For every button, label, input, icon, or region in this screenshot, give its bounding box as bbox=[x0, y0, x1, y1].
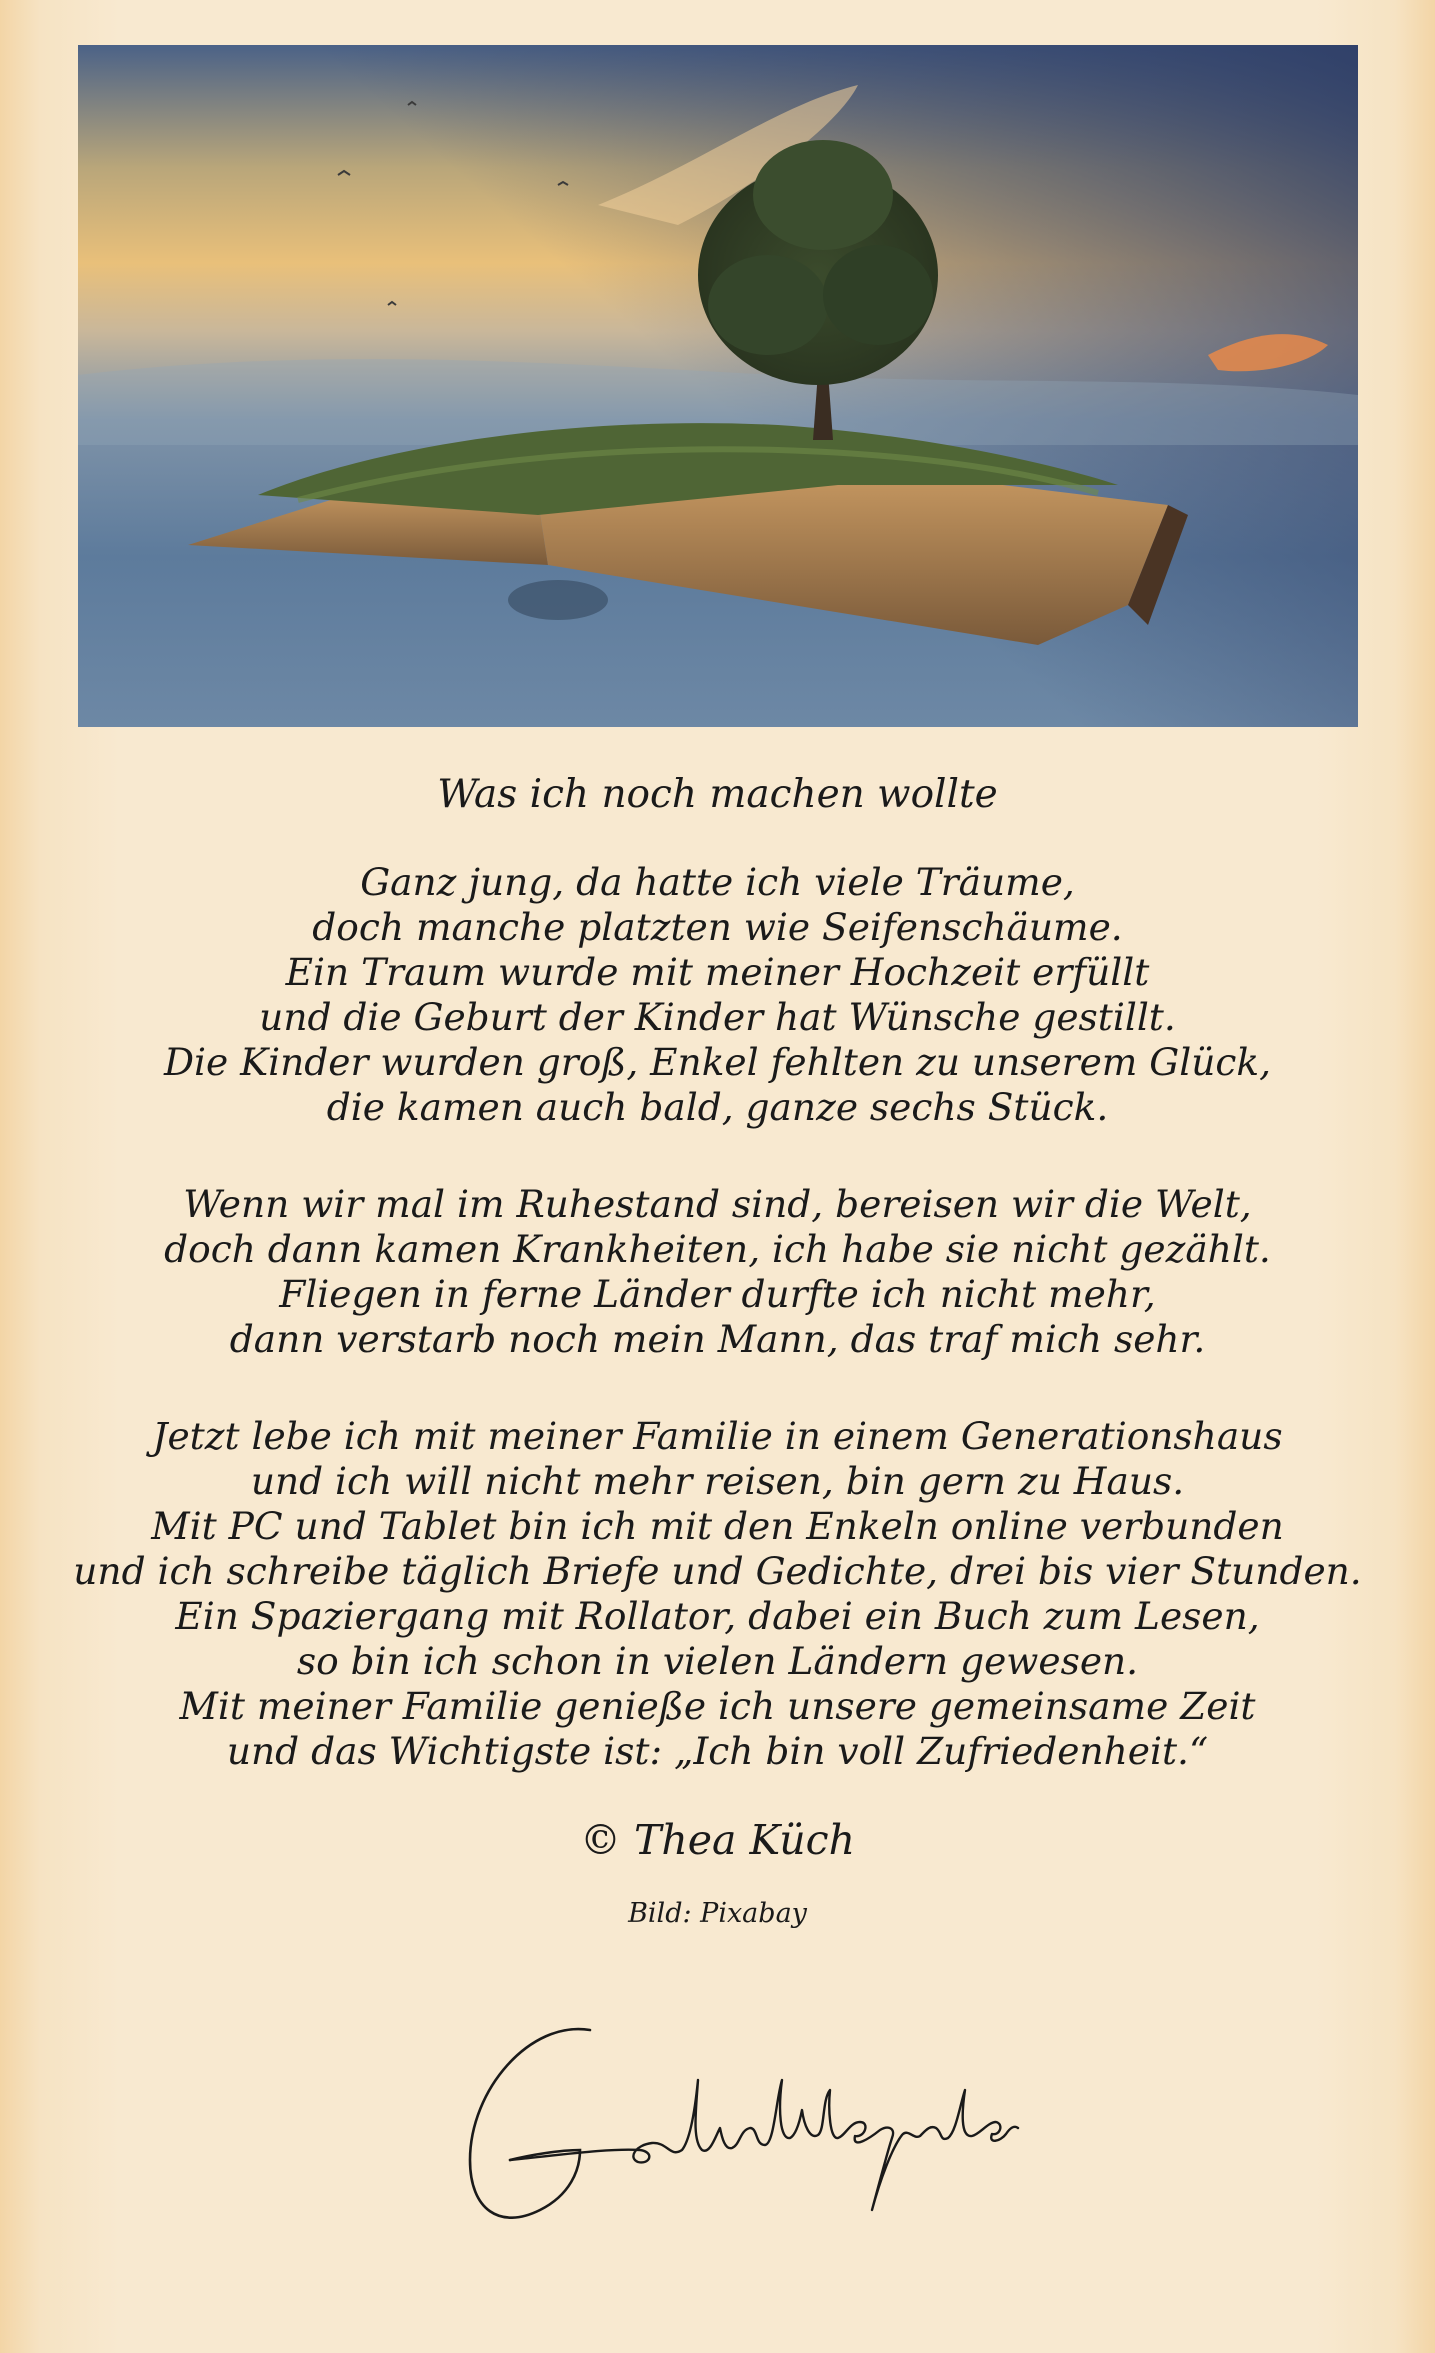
poem-line: so bin ich schon in vielen Ländern gewesen. bbox=[296, 1639, 1139, 1683]
poem-line: dann verstarb noch mein Mann, das traf mich sehr. bbox=[229, 1317, 1206, 1361]
signature-graphic bbox=[440, 2010, 1020, 2260]
poem-line: und die Geburt der Kinder hat Wünsche gestillt. bbox=[259, 995, 1176, 1039]
poem-line: Ein Spaziergang mit Rollator, dabei ein Buch zum Lesen, bbox=[175, 1594, 1260, 1638]
poem-line: Fliegen in ferne Länder durfte ich nicht mehr, bbox=[279, 1272, 1156, 1316]
poem-title: Was ich noch machen wollte bbox=[437, 772, 998, 817]
stanza-1 bbox=[40, 860, 1395, 1130]
poem-line: und ich schreibe täglich Briefe und Gedichte, drei bis vier Stunden. bbox=[73, 1549, 1362, 1593]
poem-line: doch dann kamen Krankheiten, ich habe sie nicht gezählt. bbox=[164, 1227, 1271, 1271]
poem-line: Die Kinder wurden groß, Enkel fehlten zu unserem Glück, bbox=[163, 1040, 1272, 1084]
stanza-2 bbox=[40, 1182, 1395, 1362]
poem-line: Ein Traum wurde mit meiner Hochzeit erfüllt bbox=[285, 950, 1150, 994]
poem-line: Wenn wir mal im Ruhestand sind, bereisen wir die Welt, bbox=[183, 1182, 1252, 1226]
poem-line: Jetzt lebe ich mit meiner Familie in einem Generationshaus bbox=[152, 1414, 1283, 1458]
book-tree-illustration bbox=[78, 45, 1358, 727]
stanza-3 bbox=[40, 1414, 1395, 1774]
signature-logo bbox=[440, 2010, 1020, 2260]
poem-line: Ganz jung, da hatte ich viele Träume, bbox=[360, 860, 1075, 904]
poem-line: doch manche platzten wie Seifenschäume. bbox=[312, 905, 1123, 949]
poem-line: und ich will nicht mehr reisen, bin gern zu Haus. bbox=[250, 1459, 1185, 1503]
hero-image bbox=[78, 45, 1358, 727]
poem-line: Mit meiner Familie genieße ich unsere gemeinsame Zeit bbox=[179, 1684, 1256, 1728]
poem bbox=[40, 765, 1395, 1934]
image-credit: Bild: Pixabay bbox=[628, 1898, 807, 1929]
poem-line: Mit PC und Tablet bin ich mit den Enkeln online verbunden bbox=[151, 1504, 1284, 1548]
poem-line: und das Wichtigste ist: „Ich bin voll Zufriedenheit.“ bbox=[226, 1729, 1209, 1773]
poem-line: die kamen auch bald, ganze sechs Stück. bbox=[326, 1085, 1109, 1129]
copyright: © Thea Küch bbox=[579, 1816, 856, 1864]
